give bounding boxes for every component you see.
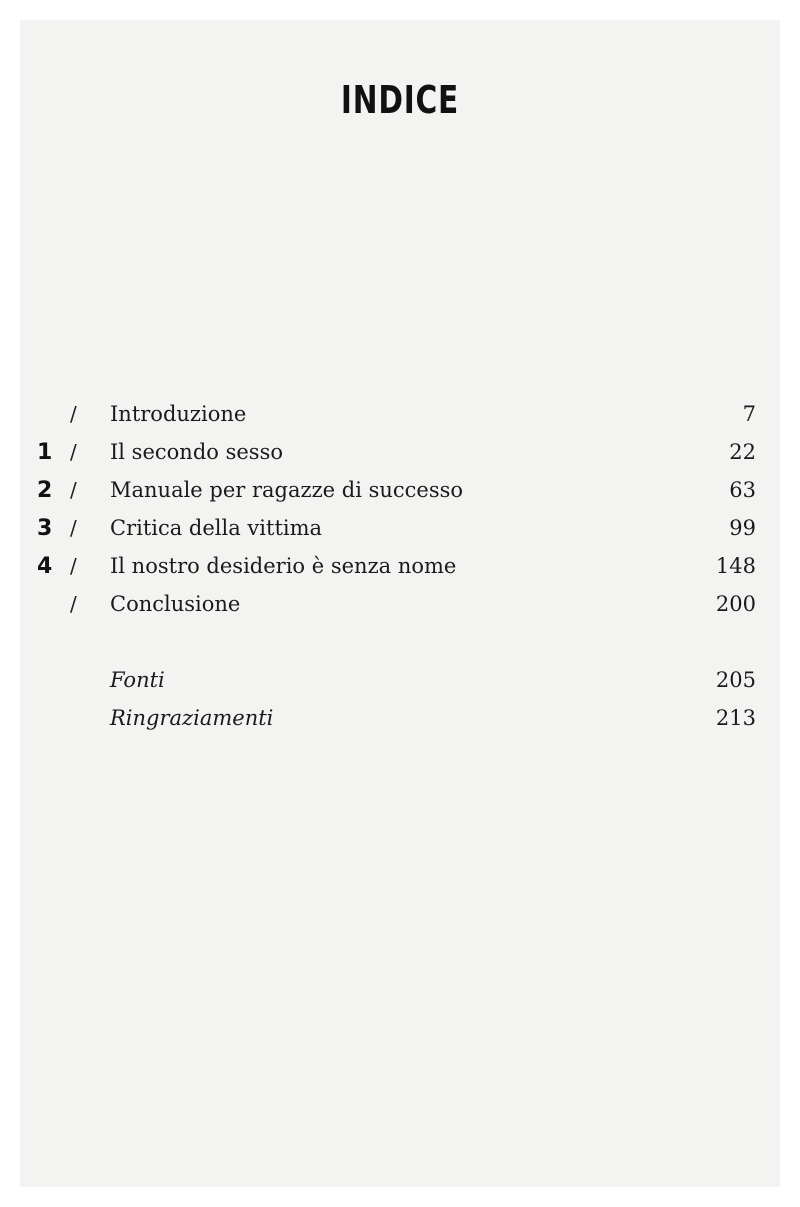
chapter-page-number: 7 — [742, 402, 756, 426]
chapter-page-number: 99 — [729, 516, 756, 540]
chapter-separator: / — [70, 554, 77, 578]
chapter-separator: / — [70, 516, 77, 540]
chapter-title: Critica della vittima — [110, 516, 323, 540]
table-of-contents — [20, 396, 780, 738]
chapter-page-number: 63 — [729, 478, 756, 502]
chapter-number: 4 — [37, 554, 53, 579]
chapter-page-number: 200 — [715, 592, 756, 616]
chapter-page-number: 22 — [729, 440, 756, 464]
chapter-page-number: 148 — [715, 554, 756, 578]
chapter-title: Manuale per ragazze di successo — [110, 478, 464, 502]
chapter-title: Conclusione — [110, 592, 241, 616]
chapter-separator: / — [70, 440, 77, 464]
chapter-number: 3 — [37, 516, 53, 541]
page-title: INDICE — [340, 78, 460, 122]
chapter-title: Introduzione — [110, 402, 247, 426]
toc-entry-chapter-3 — [20, 510, 780, 548]
toc-entry-chapter-4 — [20, 548, 780, 586]
chapter-separator: / — [70, 402, 77, 426]
toc-entry-conclusione — [20, 586, 780, 624]
toc-entry-ringraziamenti — [20, 700, 780, 738]
appendix-page-number: 213 — [715, 706, 756, 730]
chapter-title: Il secondo sesso — [110, 440, 283, 464]
appendix-title: Fonti — [110, 668, 165, 692]
toc-entry-chapter-2 — [20, 472, 780, 510]
book-page — [20, 20, 780, 1187]
appendix-page-number: 205 — [715, 668, 756, 692]
chapter-number: 1 — [37, 440, 53, 465]
appendix-title: Ringraziamenti — [110, 706, 274, 730]
chapter-separator: / — [70, 592, 77, 616]
toc-entry-introduzione — [20, 396, 780, 434]
chapter-title: Il nostro desiderio è senza nome — [110, 554, 457, 578]
chapter-number: 2 — [37, 478, 53, 503]
toc-entry-fonti — [20, 662, 780, 700]
toc-entry-chapter-1 — [20, 434, 780, 472]
chapter-separator: / — [70, 478, 77, 502]
section-gap — [20, 624, 780, 662]
